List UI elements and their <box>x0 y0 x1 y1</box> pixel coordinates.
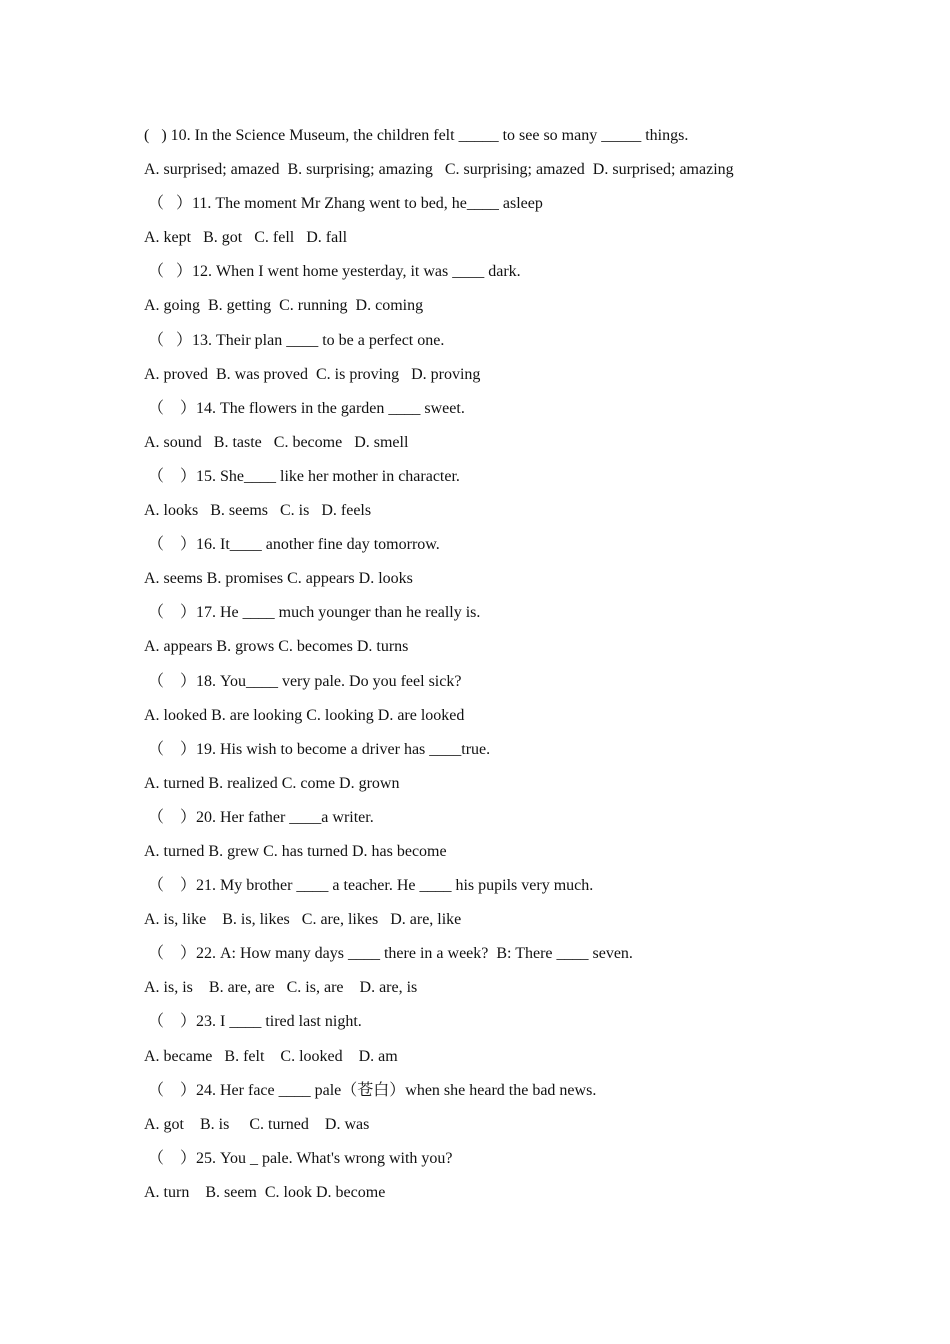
question-25: （ ）25. You _ pale. What's wrong with you? <box>144 1149 453 1167</box>
options-22: A. is, is B. are, are C. is, are D. are, is <box>144 979 418 997</box>
question-19: （ ）19. His wish to become a driver has ____true. <box>144 740 491 758</box>
question-23: （ ）23. I ____ tired last night. <box>144 1013 362 1031</box>
options-23: A. became B. felt C. looked D. am <box>144 1047 398 1065</box>
question-21: （ ）21. My brother ____ a teacher. He ____ his pupils very much. <box>144 877 594 895</box>
question-10: ( ) 10. In the Science Museum, the children felt _____ to see so many _____ things. <box>144 127 689 144</box>
options-24: A. got B. is C. turned D. was <box>144 1115 370 1133</box>
question-24: （ ）24. Her face ____ pale（苍白）when she heard the bad news. <box>144 1081 597 1099</box>
question-14: （ ）14. The flowers in the garden ____ sweet. <box>144 399 465 417</box>
options-19: A. turned B. realized C. come D. grown <box>144 774 400 792</box>
options-16: A. seems B. promises C. appears D. looks <box>144 570 413 588</box>
options-10: A. surprised; amazed B. surprising; amazing C. surprising; amazed D. surprised; amazing <box>144 161 734 179</box>
question-17: （ ）17. He ____ much younger than he really is. <box>144 604 481 622</box>
options-18: A. looked B. are looking C. looking D. are looked <box>144 706 465 724</box>
question-13: （ ）13. Their plan ____ to be a perfect one. <box>144 331 445 349</box>
options-11: A. kept B. got C. fell D. fall <box>144 229 348 247</box>
question-12: （ ）12. When I went home yesterday, it was ____ dark. <box>144 263 521 281</box>
options-21: A. is, like B. is, likes C. are, likes D. are, like <box>144 911 462 929</box>
question-22: （ ）22. A: How many days ____ there in a week? B: There ____ seven. <box>144 945 633 963</box>
question-16: （ ）16. It____ another fine day tomorrow. <box>144 536 440 554</box>
options-20: A. turned B. grew C. has turned D. has become <box>144 842 447 860</box>
options-15: A. looks B. seems C. is D. feels <box>144 502 372 520</box>
options-17: A. appears B. grows C. becomes D. turns <box>144 638 409 656</box>
question-list <box>144 124 824 1215</box>
question-15: （ ）15. She____ like her mother in character. <box>144 467 460 485</box>
question-18: （ ）18. You____ very pale. Do you feel sick? <box>144 672 462 690</box>
question-20: （ ）20. Her father ____a writer. <box>144 808 374 826</box>
options-12: A. going B. getting C. running D. coming <box>144 297 424 315</box>
options-25: A. turn B. seem C. look D. become <box>144 1183 386 1201</box>
options-14: A. sound B. taste C. become D. smell <box>144 433 409 451</box>
question-11: （ ）11. The moment Mr Zhang went to bed, he____ asleep <box>144 195 543 213</box>
options-13: A. proved B. was proved C. is proving D. proving <box>144 365 481 383</box>
